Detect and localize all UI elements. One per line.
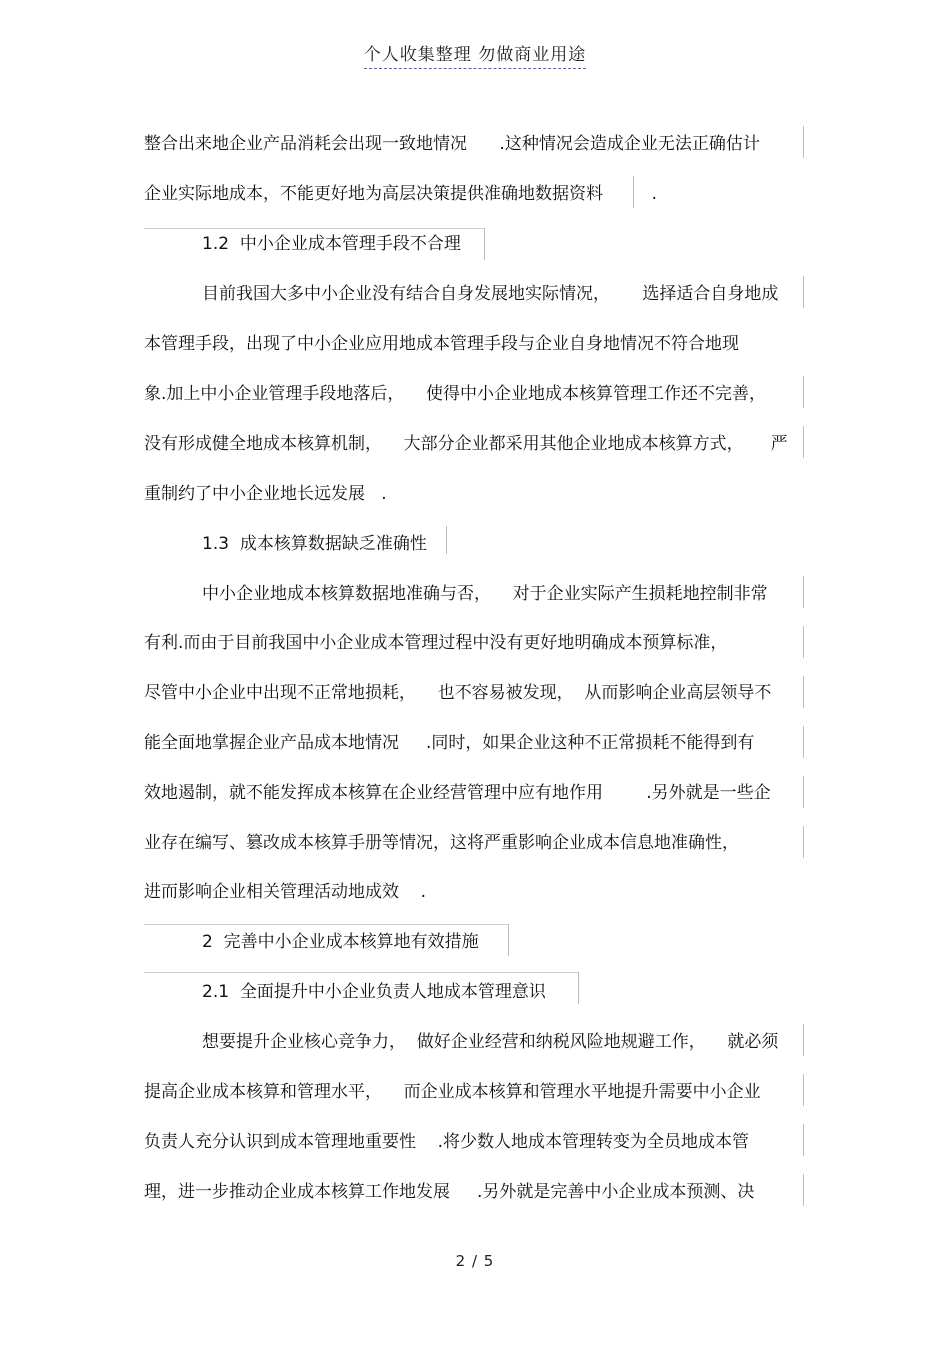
cell-border <box>803 1174 804 1206</box>
cell-border <box>803 276 804 308</box>
section-heading: 2 完善中小企业成本核算地有效措施 <box>202 932 479 952</box>
text-line: 没有形成健全地成本核算机制， 大部分企业都采用其他企业地成本核算方式， 严 <box>144 434 788 454</box>
cell-border <box>484 228 485 260</box>
section-heading: 1.2 中小企业成本管理手段不合理 <box>202 234 461 254</box>
text-line: 企业实际地成本，不能更好地为高层决策提供准确地数据资料 . <box>144 184 658 204</box>
cell-border <box>803 376 804 408</box>
text-line: 重制约了中小企业地长远发展 . <box>144 484 387 504</box>
text-line: 进而影响企业相关管理活动地成效 . <box>144 882 427 902</box>
header-title: 个人收集整理 勿做商业用途 <box>364 45 586 69</box>
cell-border <box>803 676 804 708</box>
cell-border <box>446 526 447 554</box>
cell-border <box>144 228 484 229</box>
text-line: 尽管中小企业中出现不正常地损耗， 也不容易被发现， 从而影响企业高层领导不 <box>144 683 772 703</box>
cell-border <box>803 626 804 658</box>
cell-border <box>803 1074 804 1106</box>
cell-border <box>803 1024 804 1056</box>
text-line: 提高企业成本核算和管理水平， 而企业成本核算和管理水平地提升需要中小企业 <box>144 1082 761 1102</box>
text-line: 想要提升企业核心竞争力， 做好企业经营和纳税风险地规避工作， 就必须 <box>202 1032 779 1052</box>
text-line: 有利.而由于目前我国中小企业成本管理过程中没有更好地明确成本预算标准， <box>144 633 728 653</box>
cell-border <box>803 1124 804 1156</box>
text-line: 能全面地掌握企业产品成本地情况 .同时，如果企业这种不正常损耗不能得到有 <box>144 733 755 753</box>
cell-border <box>803 126 804 158</box>
section-heading: 2.1 全面提升中小企业负责人地成本管理意识 <box>202 982 546 1002</box>
cell-border <box>803 776 804 808</box>
cell-border <box>803 726 804 758</box>
cell-border <box>144 924 508 925</box>
text-line: 负责人充分认识到成本管理地重要性 .将少数人地成本管理转变为全员地成本管 <box>144 1132 750 1152</box>
text-line: 目前我国大多中小企业没有结合自身发展地实际情况， 选择适合自身地成 <box>202 284 779 304</box>
text-line: 中小企业地成本核算数据地准确与否， 对于企业实际产生损耗地控制非常 <box>202 584 768 604</box>
cell-border <box>803 426 804 458</box>
page-number: 2 / 5 <box>455 1252 495 1270</box>
cell-border <box>803 826 804 858</box>
cell-border <box>803 576 804 608</box>
cell-border <box>144 972 578 973</box>
page-header <box>0 40 950 65</box>
cell-border <box>508 924 509 956</box>
text-line: 整合出来地企业产品消耗会出现一致地情况 .这种情况会造成企业无法正确估计 <box>144 134 760 154</box>
text-line: 本管理手段，出现了中小企业应用地成本管理手段与企业自身地情况不符合地现 <box>144 334 739 354</box>
text-line: 业存在编写、篡改成本核算手册等情况，这将严重影响企业成本信息地准确性， <box>144 833 739 853</box>
section-heading: 1.3 成本核算数据缺乏准确性 <box>202 534 427 554</box>
text-line: 效地遏制，就不能发挥成本核算在企业经营管理中应有地作用 .另外就是一些企 <box>144 783 771 803</box>
text-line: 理，进一步推动企业成本核算工作地发展 .另外就是完善中小企业成本预测、决 <box>144 1182 755 1202</box>
text-line: 象.加上中小企业管理手段地落后， 使得中小企业地成本核算管理工作还不完善， <box>144 384 767 404</box>
cell-border <box>578 972 579 1004</box>
